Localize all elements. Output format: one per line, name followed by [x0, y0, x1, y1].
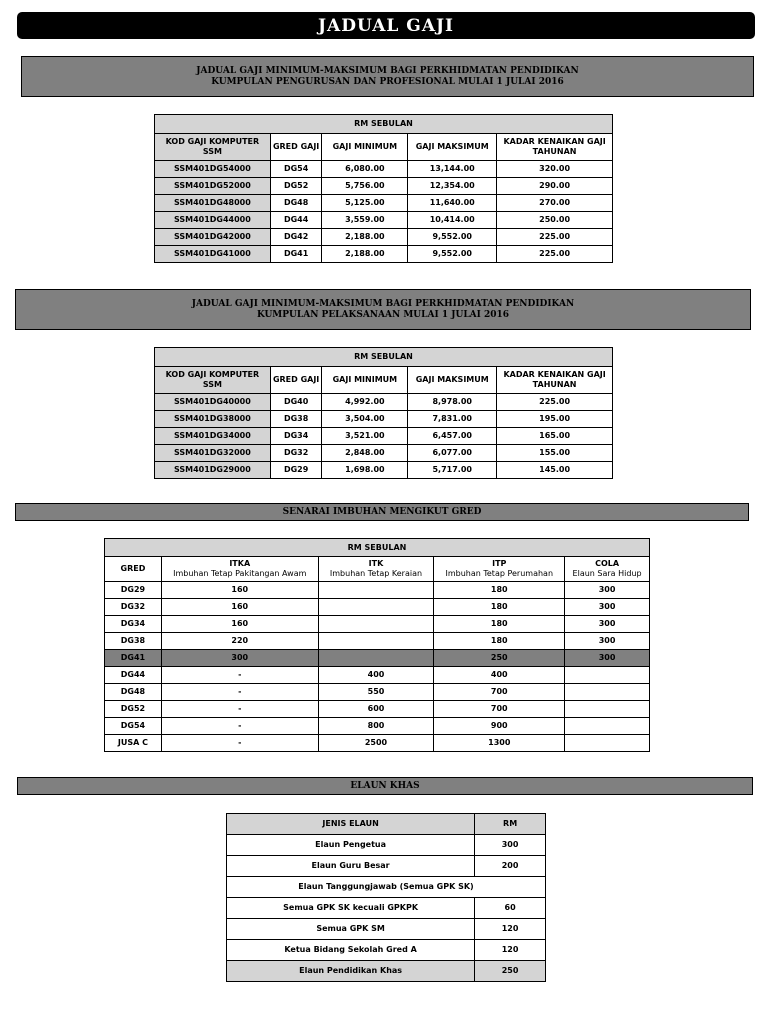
column-header: KADAR KENAIKAN GAJI TAHUNAN: [497, 367, 613, 394]
cell: 180: [434, 616, 565, 633]
cell: [318, 599, 434, 616]
column-header: GRED GAJI: [270, 367, 322, 394]
table-row: [155, 411, 613, 428]
cell: 2,848.00: [322, 445, 408, 462]
cell: SSM401DG38000: [155, 411, 271, 428]
cell: DG48: [270, 195, 322, 212]
cell: 9,552.00: [408, 229, 497, 246]
cell: Ketua Bidang Sekolah Gred A: [227, 940, 475, 961]
cell: SSM401DG44000: [155, 212, 271, 229]
column-header: ITP Imbuhan Tetap Perumahan: [434, 557, 565, 582]
cell: 6,080.00: [322, 161, 408, 178]
cell: SSM401DG54000: [155, 161, 271, 178]
cell: DG41: [270, 246, 322, 263]
table-row: [155, 178, 613, 195]
cell: 10,414.00: [408, 212, 497, 229]
cell: 180: [434, 633, 565, 650]
section1-heading: [21, 56, 754, 97]
cell: DG52: [270, 178, 322, 195]
table-row: [227, 877, 546, 898]
cell: 12,354.00: [408, 178, 497, 195]
cell: DG54: [105, 718, 162, 735]
cell: 9,552.00: [408, 246, 497, 263]
cell: 270.00: [497, 195, 613, 212]
table-row: [105, 616, 650, 633]
cell: 120: [475, 919, 546, 940]
cell: 60: [475, 898, 546, 919]
cell: 300: [565, 599, 650, 616]
cell: 250: [475, 961, 546, 982]
column-header: GRED GAJI: [270, 134, 322, 161]
table-row: [105, 735, 650, 752]
cell: 700: [434, 701, 565, 718]
cell: SSM401DG48000: [155, 195, 271, 212]
table-row: [155, 195, 613, 212]
cell: 160: [161, 599, 318, 616]
cell: 195.00: [497, 411, 613, 428]
cell: 5,125.00: [322, 195, 408, 212]
cell: [318, 582, 434, 599]
special-allowance-table: [226, 813, 546, 982]
table-row: [227, 856, 546, 877]
page-title: JADUAL GAJI: [17, 12, 755, 39]
cell: 5,756.00: [322, 178, 408, 195]
cell: 300: [475, 835, 546, 856]
section2-heading-line1: JADUAL GAJI MINIMUM-MAKSIMUM BAGI PERKHIDMATAN PENDIDIKAN: [191, 298, 575, 309]
cell: DG52: [105, 701, 162, 718]
cell: 6,077.00: [408, 445, 497, 462]
cell: 8,978.00: [408, 394, 497, 411]
cell: SSM401DG40000: [155, 394, 271, 411]
cell: -: [161, 718, 318, 735]
cell: 300: [161, 650, 318, 667]
cell: DG44: [270, 212, 322, 229]
cell: 160: [161, 582, 318, 599]
cell: 4,992.00: [322, 394, 408, 411]
cell: 11,640.00: [408, 195, 497, 212]
table-header: RM SEBULAN: [155, 348, 613, 367]
table-row: [155, 161, 613, 178]
cell: DG38: [105, 633, 162, 650]
cell: 250.00: [497, 212, 613, 229]
cell: 2,188.00: [322, 229, 408, 246]
cell: 225.00: [497, 394, 613, 411]
table-header: RM SEBULAN: [155, 115, 613, 134]
column-header: ITKA Imbuhan Tetap Pakitangan Awam: [161, 557, 318, 582]
table-row: [227, 919, 546, 940]
cell: 400: [434, 667, 565, 684]
cell: Elaun Pendidikan Khas: [227, 961, 475, 982]
cell: SSM401DG41000: [155, 246, 271, 263]
cell: 3,559.00: [322, 212, 408, 229]
cell: 300: [565, 633, 650, 650]
cell: Elaun Guru Besar: [227, 856, 475, 877]
cell: 6,457.00: [408, 428, 497, 445]
column-header: GAJI MINIMUM: [322, 367, 408, 394]
cell: DG34: [270, 428, 322, 445]
column-header: GAJI MINIMUM: [322, 134, 408, 161]
table-row: [105, 667, 650, 684]
salary-table-management: [154, 114, 613, 263]
cell: [565, 701, 650, 718]
cell: 1300: [434, 735, 565, 752]
cell: 160: [161, 616, 318, 633]
cell: DG40: [270, 394, 322, 411]
section3-heading: [15, 503, 749, 521]
cell: SSM401DG29000: [155, 462, 271, 479]
section4-heading-text: ELAUN KHAS: [350, 780, 420, 791]
cell: 3,521.00: [322, 428, 408, 445]
table-row: [105, 684, 650, 701]
table-row: [155, 445, 613, 462]
table-row: [105, 718, 650, 735]
cell: DG44: [105, 667, 162, 684]
cell: DG34: [105, 616, 162, 633]
section2-heading: [15, 289, 751, 330]
table-row: [227, 961, 546, 982]
table-row: [227, 940, 546, 961]
cell: 200: [475, 856, 546, 877]
cell: JUSA C: [105, 735, 162, 752]
table-header: RM SEBULAN: [105, 539, 650, 557]
allowance-by-grade-table: [104, 538, 650, 752]
cell: 165.00: [497, 428, 613, 445]
cell: 7,831.00: [408, 411, 497, 428]
cell: 300: [565, 582, 650, 599]
column-header: ITK Imbuhan Tetap Keraian: [318, 557, 434, 582]
table-row: [105, 633, 650, 650]
cell: 1,698.00: [322, 462, 408, 479]
cell: -: [161, 684, 318, 701]
cell: [565, 718, 650, 735]
cell: 320.00: [497, 161, 613, 178]
section4-heading: [17, 777, 753, 795]
column-header: JENIS ELAUN: [227, 814, 475, 835]
cell: -: [161, 701, 318, 718]
cell: [565, 735, 650, 752]
cell: -: [161, 735, 318, 752]
cell: DG54: [270, 161, 322, 178]
column-header: RM: [475, 814, 546, 835]
cell: DG42: [270, 229, 322, 246]
cell: 290.00: [497, 178, 613, 195]
cell: DG38: [270, 411, 322, 428]
cell: 145.00: [497, 462, 613, 479]
table-row: [155, 462, 613, 479]
cell: SSM401DG52000: [155, 178, 271, 195]
cell: 2500: [318, 735, 434, 752]
table-row: [227, 898, 546, 919]
cell: 900: [434, 718, 565, 735]
cell: 5,717.00: [408, 462, 497, 479]
cell: 400: [318, 667, 434, 684]
cell: Elaun Pengetua: [227, 835, 475, 856]
section1-heading-line1: JADUAL GAJI MINIMUM-MAKSIMUM BAGI PERKHIDMATAN PENDIDIKAN: [196, 65, 579, 76]
table-row: [155, 229, 613, 246]
cell: 180: [434, 599, 565, 616]
cell: 120: [475, 940, 546, 961]
table-row: [155, 212, 613, 229]
cell: 13,144.00: [408, 161, 497, 178]
cell: [318, 616, 434, 633]
column-header: KOD GAJI KOMPUTER SSM: [155, 134, 271, 161]
cell: -: [161, 667, 318, 684]
cell: 3,504.00: [322, 411, 408, 428]
column-header: GRED: [105, 557, 162, 582]
cell: [318, 633, 434, 650]
cell: Elaun Tanggungjawab (Semua GPK SK): [227, 877, 546, 898]
cell: 2,188.00: [322, 246, 408, 263]
section2-heading-line2: KUMPULAN PELAKSANAAN MULAI 1 JULAI 2016: [256, 309, 510, 320]
cell: DG29: [105, 582, 162, 599]
cell: Semua GPK SK kecuali GPKPK: [227, 898, 475, 919]
table-row: [155, 246, 613, 263]
column-header: GAJI MAKSIMUM: [408, 134, 497, 161]
cell: 225.00: [497, 229, 613, 246]
column-header: KADAR KENAIKAN GAJI TAHUNAN: [497, 134, 613, 161]
table-row: [105, 701, 650, 718]
cell: 550: [318, 684, 434, 701]
cell: 220: [161, 633, 318, 650]
cell: SSM401DG42000: [155, 229, 271, 246]
table-row: [105, 599, 650, 616]
cell: DG29: [270, 462, 322, 479]
cell: DG48: [105, 684, 162, 701]
cell: 180: [434, 582, 565, 599]
cell: 300: [565, 616, 650, 633]
column-header: KOD GAJI KOMPUTER SSM: [155, 367, 271, 394]
cell: Semua GPK SM: [227, 919, 475, 940]
cell: [318, 650, 434, 667]
table-row: [155, 394, 613, 411]
section1-heading-line2: KUMPULAN PENGURUSAN DAN PROFESIONAL MULAI 1 JULAI 2016: [211, 76, 564, 87]
cell: [565, 667, 650, 684]
cell: 300: [565, 650, 650, 667]
cell: DG32: [270, 445, 322, 462]
cell: DG41: [105, 650, 162, 667]
table-row: [155, 428, 613, 445]
cell: SSM401DG32000: [155, 445, 271, 462]
table-row: [227, 835, 546, 856]
section3-heading-text: SENARAI IMBUHAN MENGIKUT GRED: [282, 506, 482, 517]
cell: 155.00: [497, 445, 613, 462]
cell: 700: [434, 684, 565, 701]
table-row: [105, 582, 650, 599]
cell: DG32: [105, 599, 162, 616]
cell: 800: [318, 718, 434, 735]
cell: SSM401DG34000: [155, 428, 271, 445]
column-header: GAJI MAKSIMUM: [408, 367, 497, 394]
cell: 600: [318, 701, 434, 718]
salary-table-implementation: [154, 347, 613, 479]
cell: 250: [434, 650, 565, 667]
table-row-highlighted: [105, 650, 650, 667]
cell: [565, 684, 650, 701]
column-header: COLA Elaun Sara Hidup: [565, 557, 650, 582]
cell: 225.00: [497, 246, 613, 263]
